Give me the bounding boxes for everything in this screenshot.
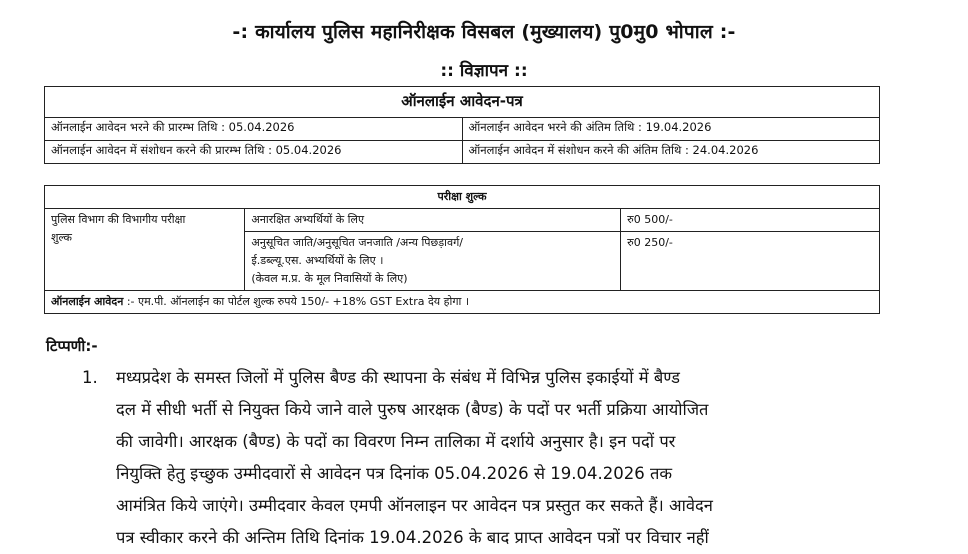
- note-paragraph-1: [84, 362, 922, 554]
- note-line: आमंत्रित किये जाएंगे। उम्मीदवार केवल एमपी ऑनलाइन पर आवेदन पत्र प्रस्तुत कर सकते हैं। आवेदन: [116, 496, 713, 515]
- note-line: दल में सीधी भर्ती से नियुक्त किये जाने वाले पुरुष आरक्षक (बैण्ड) के पदों पर भर्ती प्रक्रिया आयोजित: [116, 400, 709, 419]
- online-application-table: [44, 86, 880, 164]
- online-application-label: ऑनलाईन आवेदन: [51, 295, 124, 308]
- exam-fee-table: [44, 185, 880, 314]
- reserved-line3: (केवल म.प्र. के मूल निवासियों के लिए): [251, 272, 408, 285]
- reserved-line2: ई.डब्ल्यू.एस. अभ्यर्थियों के लिए ।: [251, 254, 384, 267]
- note-line: मध्यप्रदेश के समस्त जिलों में पुलिस बैण्ड की स्थापना के संबंध में विभिन्न पुलिस इकाईयों में बैण्ड: [116, 368, 680, 387]
- portal-fee-text: :- एम.पी. ऑनलाईन का पोर्टल शुल्क रुपये 150/- +18% GST Extra देय होगा ।: [126, 295, 470, 308]
- note-line: की जावेगी। आरक्षक (बैण्ड) के पदों का विवरण निम्न तालिका में दर्शाये अनुसार है। इन पदों पर: [116, 432, 676, 451]
- correction-end-date: ऑनलाईन आवेदन में संशोधन करने की अंतिम तिथि : 24.04.2026: [462, 141, 880, 164]
- note-number: 1.: [82, 368, 98, 387]
- application-start-date: ऑनलाईन आवेदन भरने की प्रारम्भ तिथि : 05.04.2026: [45, 118, 463, 141]
- unreserved-category: अनारक्षित अभ्यर्थियों के लिए: [245, 209, 621, 232]
- fee-label-line2: शुल्क: [51, 231, 72, 244]
- notes-heading: टिप्पणी:-: [46, 337, 98, 355]
- unreserved-fee: रु0 500/-: [621, 209, 880, 232]
- fee-category-label: [45, 209, 245, 291]
- reserved-fee: रु0 250/-: [621, 232, 880, 291]
- portal-fee-row: [45, 291, 880, 314]
- note-line: नियुक्ति हेतु इच्छुक उम्मीदवारों से आवेदन पत्र दिनांक 05.04.2026 से 19.04.2026 तक: [116, 464, 673, 483]
- office-title: -: कार्यालय पुलिस महानिरीक्षक विसबल (मुख्यालय) पु0मु0 भोपाल :-: [232, 21, 736, 43]
- correction-start-date: ऑनलाईन आवेदन में संशोधन करने की प्रारम्भ तिथि : 05.04.2026: [45, 141, 463, 164]
- note-line: पत्र स्वीकार करने की अन्तिम तिथि दिनांक 19.04.2026 के बाद प्राप्त आवेदन पत्रों पर विचार नहीं: [116, 528, 709, 547]
- reserved-category: [245, 232, 621, 291]
- online-application-heading: ऑनलाईन आवेदन-पत्र: [45, 87, 880, 118]
- fee-label-line1: पुलिस विभाग की विभागीय परीक्षा: [51, 213, 186, 226]
- application-end-date: ऑनलाईन आवेदन भरने की अंतिम तिथि : 19.04.2026: [462, 118, 880, 141]
- reserved-line1: अनुसूचित जाति/अनुसूचित जनजाति /अन्य पिछड़ावर्ग/: [251, 236, 463, 249]
- advertisement-heading: :: विज्ञापन ::: [440, 61, 528, 81]
- exam-fee-heading: परीक्षा शुल्क: [45, 186, 880, 209]
